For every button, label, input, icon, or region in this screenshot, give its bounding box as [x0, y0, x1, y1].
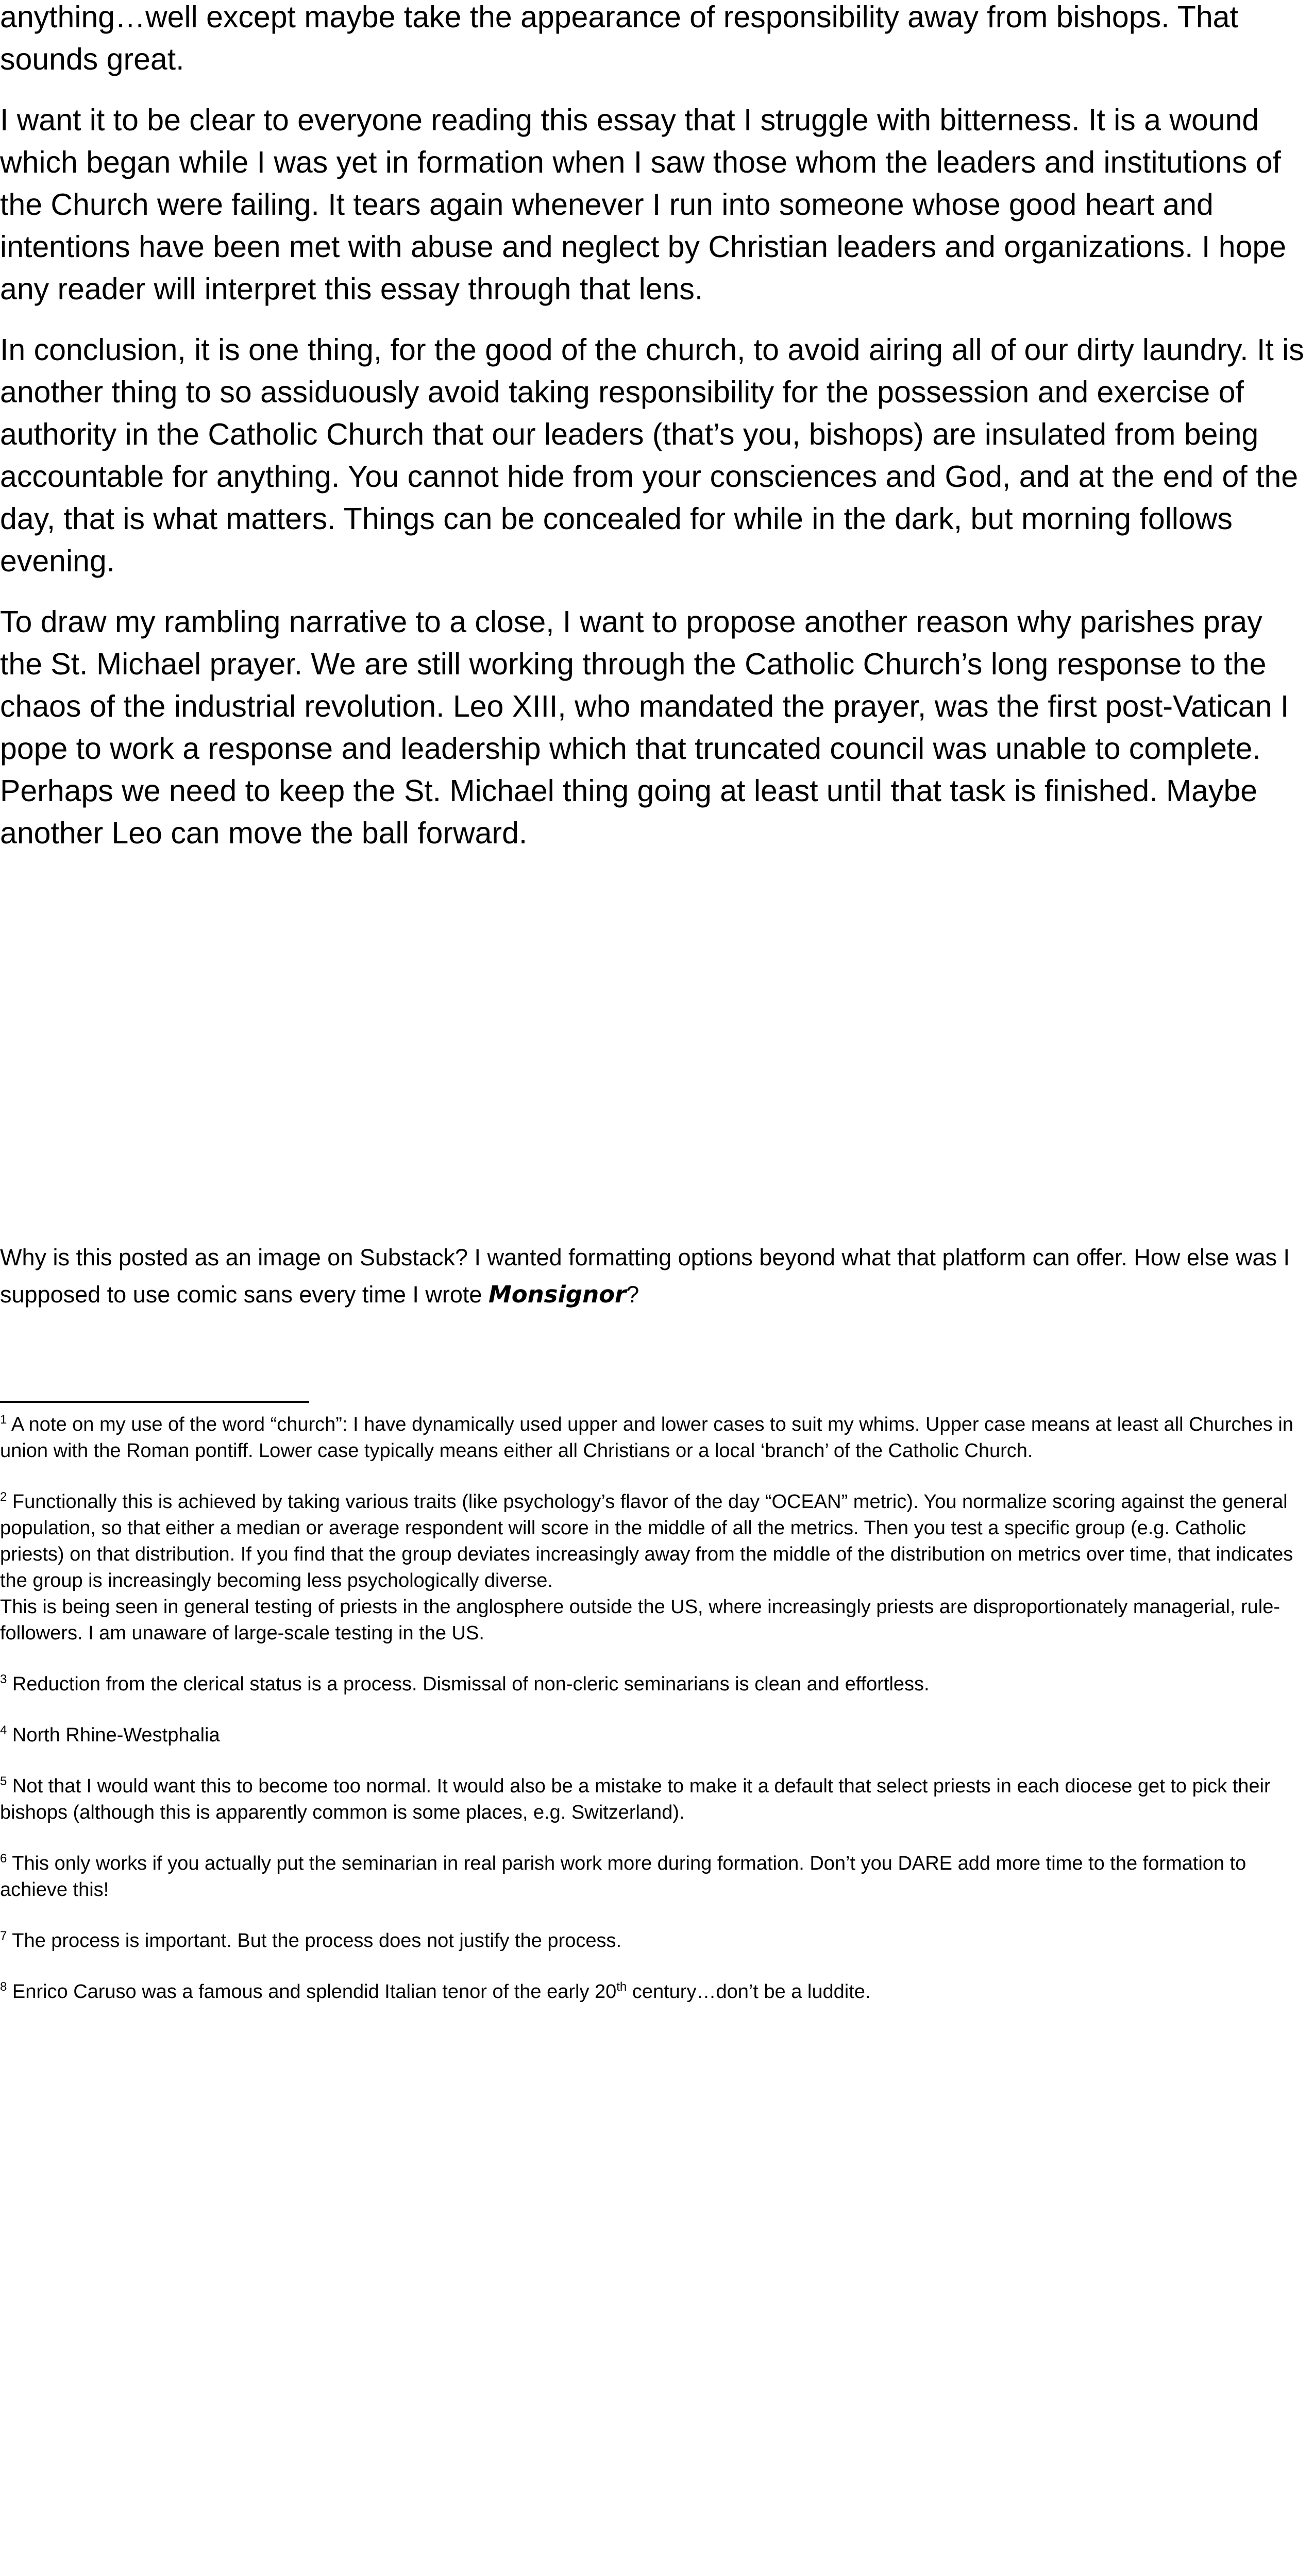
footnote-number: 8 — [0, 1980, 7, 1994]
footnote-7 — [0, 1928, 1312, 1954]
footnote-text: Enrico Caruso was a famous and splendid Italian tenor of the early 20 — [12, 1981, 617, 2003]
footnote-continuation: This is being seen in general testing of priests in the anglosphere outside the US, where increasingly priests are disproportionately managerial, rule-followers. I am unaware of large-scale testing in the US. — [0, 1596, 1281, 1644]
footnote-number: 4 — [0, 1723, 7, 1737]
footnote-number: 7 — [0, 1929, 7, 1943]
footnote-number: 6 — [0, 1852, 7, 1866]
footnote-5 — [0, 1773, 1312, 1826]
footnote-text: This only works if you actually put the seminarian in real parish work more during formation. Don’t you DARE add more time to the formation to achieve this! — [0, 1853, 1246, 1901]
footnote-number: 5 — [0, 1774, 7, 1788]
footnote-text-end: century…don’t be a luddite. — [627, 1981, 871, 2003]
note-text: Why is this posted as an image on Substack? I wanted formatting options beyond what that platform can offer. How else was I supposed to use comic sans every time I wrote — [0, 1244, 1290, 1308]
footnote-text: A note on my use of the word “church”: I have dynamically used upper and lower cases to suit my whims. Upper case means at least all Churches in union with the Roman pontiff. Lower case typically means either all Christians or a local ‘branch’ of the Catholic Church. — [0, 1414, 1293, 1462]
footnote-3 — [0, 1671, 1312, 1698]
footnote-8 — [0, 1979, 1312, 2005]
paragraph-responsibility: anything…well except maybe take the appearance of responsibility away from bishops. That sounds great. — [0, 0, 1238, 76]
footnote-number: 2 — [0, 1490, 7, 1504]
monsignor-word: Monsignor — [488, 1281, 627, 1308]
footnote-text: The process is important. But the process does not justify the process. — [12, 1930, 622, 1952]
paragraph-conclusion: In conclusion, it is one thing, for the good of the church, to avoid airing all of our dirty laundry. It is another thing to so assiduously avoid taking responsibility for the possession and exercise of authority in the Catholic Church that our leaders (that’s you, bishops) are insulated from being accountable for anything. You cannot hide from your consciences and God, and at the end of the day, that is what matters. Things can be concealed for while in the dark, but morning follows evening. — [0, 333, 1304, 578]
essay-body — [0, 0, 1312, 873]
footnote-1 — [0, 1412, 1312, 1464]
footnote-text: Functionally this is achieved by taking various traits (like psychology’s flavor of the day “OCEAN” metric). You normalize scoring against the general population, so that either a median or average respondent will score in the middle of all the metrics. Then you test a specific group (e.g. Catholic priests) on that distribution. If you find that the group deviates increasingly away from the middle of the distribution on metrics over time, that indicates the group is increasingly becoming less psychologically diverse. — [0, 1491, 1293, 1591]
footnotes — [0, 1412, 1312, 2030]
footnote-ordinal-suffix: th — [616, 1980, 627, 1994]
paragraph-st-michael: To draw my rambling narrative to a close, I want to propose another reason why parishes pray the St. Michael prayer. We are still working through the Catholic Church’s long response to the chaos of the industrial revolution. Leo XIII, who mandated the prayer, was the first post-Vatican I pope to work a response and leadership which that truncated council was unable to complete. Perhaps we need to keep the St. Michael thing going at least until that task is finished. Maybe another Leo can move the ball forward. — [0, 605, 1289, 850]
footnote-text: Reduction from the clerical status is a process. Dismissal of non-cleric seminarians is clean and effortless. — [12, 1673, 930, 1695]
footnote-number: 3 — [0, 1672, 7, 1686]
footnote-text: Not that I would want this to become too normal. It would also be a mistake to make it a default that select priests in each diocese get to pick their bishops (although this is apparently common is some places, e.g. Switzerland). — [0, 1775, 1271, 1823]
note-end: ? — [626, 1281, 639, 1308]
footnote-2 — [0, 1489, 1312, 1647]
paragraph-bitterness: I want it to be clear to everyone reading this essay that I struggle with bitterness. It is a wound which began while I was yet in formation when I saw those whom the leaders and institutions of the Church were failing. It tears again whenever I run into someone whose good heart and intentions have been met with abuse and neglect by Christian leaders and organizations. I hope any reader will interpret this essay through that lens. — [0, 103, 1287, 306]
footnote-6 — [0, 1851, 1312, 1903]
footnote-4 — [0, 1722, 1312, 1749]
footnote-separator — [0, 1401, 309, 1403]
footnote-text: North Rhine-Westphalia — [12, 1724, 220, 1746]
footnote-number: 1 — [0, 1413, 7, 1427]
substack-note — [0, 1239, 1312, 1313]
